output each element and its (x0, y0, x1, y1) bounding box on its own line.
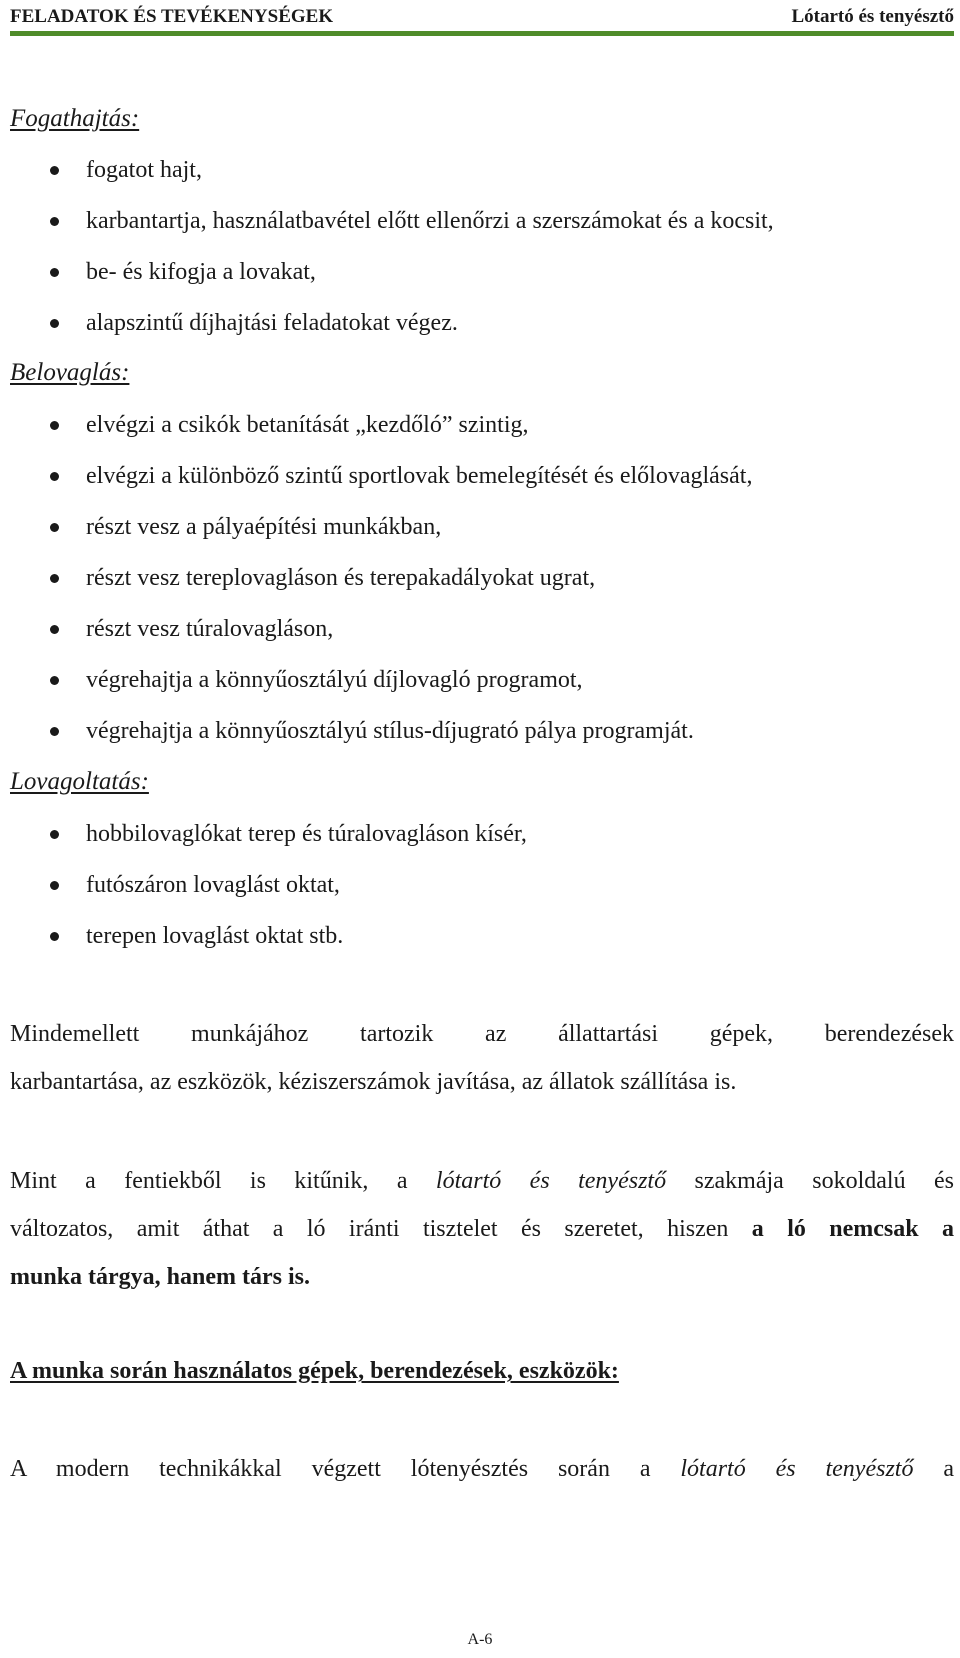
bullet-icon (50, 676, 59, 685)
header-divider (10, 31, 954, 36)
page-number: A-6 (467, 1631, 493, 1648)
running-header (10, 4, 954, 30)
bullet-icon (50, 421, 59, 430)
paragraph-modern-techniques (10, 1445, 954, 1493)
bullet-icon (50, 881, 59, 890)
bullet-icon (50, 523, 59, 532)
paragraph-line (10, 1253, 954, 1301)
paragraph-line: Mindemellett munkájához tartozik az állattartási gépek, berendezések (10, 1021, 954, 1047)
bullet-icon (50, 625, 59, 634)
bullet-icon (50, 217, 59, 226)
bold-phrase: a ló nemcsak a (751, 1216, 954, 1242)
section-title-lovagoltatas: Lovagoltatás: (10, 768, 149, 795)
bold-phrase: munka tárgya, hanem társ is. (10, 1264, 311, 1290)
header-chapter-title: FELADATOK ÉS TEVÉKENYSÉGEK (10, 6, 334, 27)
bullet-icon (50, 166, 59, 175)
paragraph-line: változatos, amit áthat a ló iránti tisztelet és szeretet, hiszen a ló nemcsak a (10, 1216, 954, 1242)
bullet-icon (50, 932, 59, 941)
occupation-emphasis: lótartó és tenyésztő (680, 1456, 914, 1482)
occupation-emphasis: lótartó és tenyésztő (435, 1168, 667, 1194)
bullet-icon (50, 727, 59, 736)
header-occupation-title: Lótartó és tenyésztő (791, 6, 954, 27)
paragraph-line: Mint a fentiekből is kitűnik, a lótartó és tenyésztő szakmája sokoldalú és (10, 1168, 955, 1194)
bullet-icon (50, 268, 59, 277)
bullet-icon (50, 472, 59, 481)
section-title-belovaglas: Belovaglás: (10, 359, 130, 386)
paragraph-line: A modern technikákkal végzett lótenyésztés során a lótartó és tenyésztő a (10, 1456, 955, 1482)
bullet-icon (50, 830, 59, 839)
bullet-icon (50, 574, 59, 583)
paragraph-maintenance (10, 1010, 954, 1106)
section-heading-tools: A munka során használatos gépek, berendezések, eszközök: (10, 1358, 619, 1384)
bullet-icon (50, 319, 59, 328)
document-page: FELADATOK ÉS TEVÉKENYSÉGEK Lótartó és tenyésztő Fogathajtás: fogatot hajt, karbantartja, használatbavétel előtt ellenőrzi a szerszámokat és a kocsit, be- és kifogja a lovakat, alapszintű díjhajtási feladatokat végez. Belovaglás: elvégzi a csikók betanítását „kezdőló” szintig, elvégzi a különböző szintű sportlovak bemelegítését és előlovaglását, részt vesz a pályaépítési munkákban, részt vesz tereplovagláson és terepakadályokat ugrat, részt vesz túralovagláson, végrehajtja a könnyűosztályú díjlovagló programot, végrehajtja a könnyűosztályú stílus-díjugrató pálya programját. Lovagoltatás: hobbilovaglókat terep és túralovagláson kísér, futószáron lovaglást oktat, terepen lovaglást oktat stb. Mindemellett munkájához tartozik az állattartási gépek, berendezések karbantartása, az eszközök, kéziszerszámok javítása, az állatok szállítása is. Mint a fentiekből is kitűnik, a lótartó és tenyésztő szakmája sokoldalú és változatos, amit áthat a ló iránti tisztelet és szeretet, hiszen a ló nemcsak a munka tárgya, hanem társ is. A munka során használatos gépek, berendezések, eszközök: A modern technikákkal végzett lótenyésztés során a lótartó és tenyésztő a A-6 (0, 0, 960, 1658)
paragraph-line: karbantartása, az eszközök, kéziszerszámok javítása, az állatok szállítása is. (10, 1069, 737, 1095)
section-title-fogathajtas: Fogathajtás: (10, 105, 140, 132)
paragraph-summary (10, 1157, 954, 1301)
